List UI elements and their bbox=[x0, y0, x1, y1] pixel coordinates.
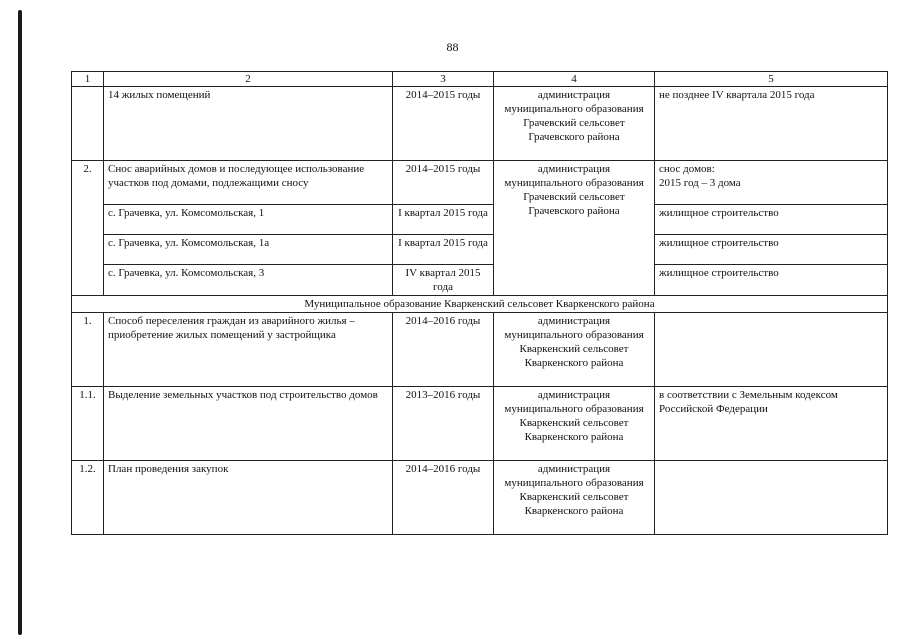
item-period: I квартал 2015 года bbox=[393, 205, 494, 235]
item-result: в соответствии с Земельным кодексом Российской Федерации bbox=[655, 387, 888, 461]
item-description: Выделение земельных участков под строительство домов bbox=[104, 387, 393, 461]
item-number bbox=[72, 87, 104, 161]
item-executor: администрация муниципального образования Кваркенский сельсовет Кваркенского района bbox=[494, 461, 655, 535]
page-number: 88 bbox=[446, 40, 459, 54]
item-period: IV квартал 2015 года bbox=[393, 265, 494, 296]
item-result: жилищное строительство bbox=[655, 205, 888, 235]
item-result bbox=[655, 313, 888, 387]
column-number-row bbox=[72, 72, 888, 87]
table-row bbox=[72, 461, 888, 535]
item-description: 14 жилых помещений bbox=[104, 87, 393, 161]
item-executor: администрация муниципального образования Кваркенский сельсовет Кваркенского района bbox=[494, 387, 655, 461]
item-description: План проведения закупок bbox=[104, 461, 393, 535]
item-result-line: снос домов: bbox=[659, 163, 715, 175]
item-period: 2014–2016 годы bbox=[393, 313, 494, 387]
item-result: жилищное строительство bbox=[655, 265, 888, 296]
item-period: 2014–2015 годы bbox=[393, 161, 494, 205]
schedule-table bbox=[71, 71, 888, 535]
table-row bbox=[72, 235, 888, 265]
column-header: 3 bbox=[393, 72, 494, 87]
item-number: 1.2. bbox=[72, 461, 104, 535]
item-description: с. Грачевка, ул. Комсомольская, 1а bbox=[104, 235, 393, 265]
item-description: с. Грачевка, ул. Комсомольская, 1 bbox=[104, 205, 393, 235]
table-row bbox=[72, 87, 888, 161]
column-header: 2 bbox=[104, 72, 393, 87]
column-header: 5 bbox=[655, 72, 888, 87]
section-row bbox=[72, 296, 888, 313]
item-number: 2. bbox=[72, 161, 104, 296]
table-row bbox=[72, 265, 888, 296]
item-description: с. Грачевка, ул. Комсомольская, 3 bbox=[104, 265, 393, 296]
item-number: 1.1. bbox=[72, 387, 104, 461]
item-description: Снос аварийных домов и последующее использование участков под домами, подлежащими сносу bbox=[104, 161, 393, 205]
item-period: 2014–2015 годы bbox=[393, 87, 494, 161]
table-row bbox=[72, 205, 888, 235]
column-header: 1 bbox=[72, 72, 104, 87]
binding-edge bbox=[18, 10, 22, 635]
table-row bbox=[72, 313, 888, 387]
table-row bbox=[72, 161, 888, 205]
item-period: I квартал 2015 года bbox=[393, 235, 494, 265]
item-description: Способ переселения граждан из аварийного жилья – приобретение жилых помещений у застройщика bbox=[104, 313, 393, 387]
item-result bbox=[655, 461, 888, 535]
item-result-line: 2015 год – 3 дома bbox=[659, 177, 741, 189]
item-result: жилищное строительство bbox=[655, 235, 888, 265]
item-period: 2014–2016 годы bbox=[393, 461, 494, 535]
column-header: 4 bbox=[494, 72, 655, 87]
table-row bbox=[72, 387, 888, 461]
item-period: 2013–2016 годы bbox=[393, 387, 494, 461]
section-heading: Муниципальное образование Кваркенский сельсовет Кваркенского района bbox=[72, 296, 888, 313]
item-executor: администрация муниципального образования Грачевский сельсовет Грачевского района bbox=[494, 87, 655, 161]
item-executor: администрация муниципального образования Грачевский сельсовет Грачевского района bbox=[494, 161, 655, 296]
item-executor: администрация муниципального образования Кваркенский сельсовет Кваркенского района bbox=[494, 313, 655, 387]
item-result bbox=[655, 161, 888, 205]
item-number: 1. bbox=[72, 313, 104, 387]
item-result: не позднее IV квартала 2015 года bbox=[655, 87, 888, 161]
